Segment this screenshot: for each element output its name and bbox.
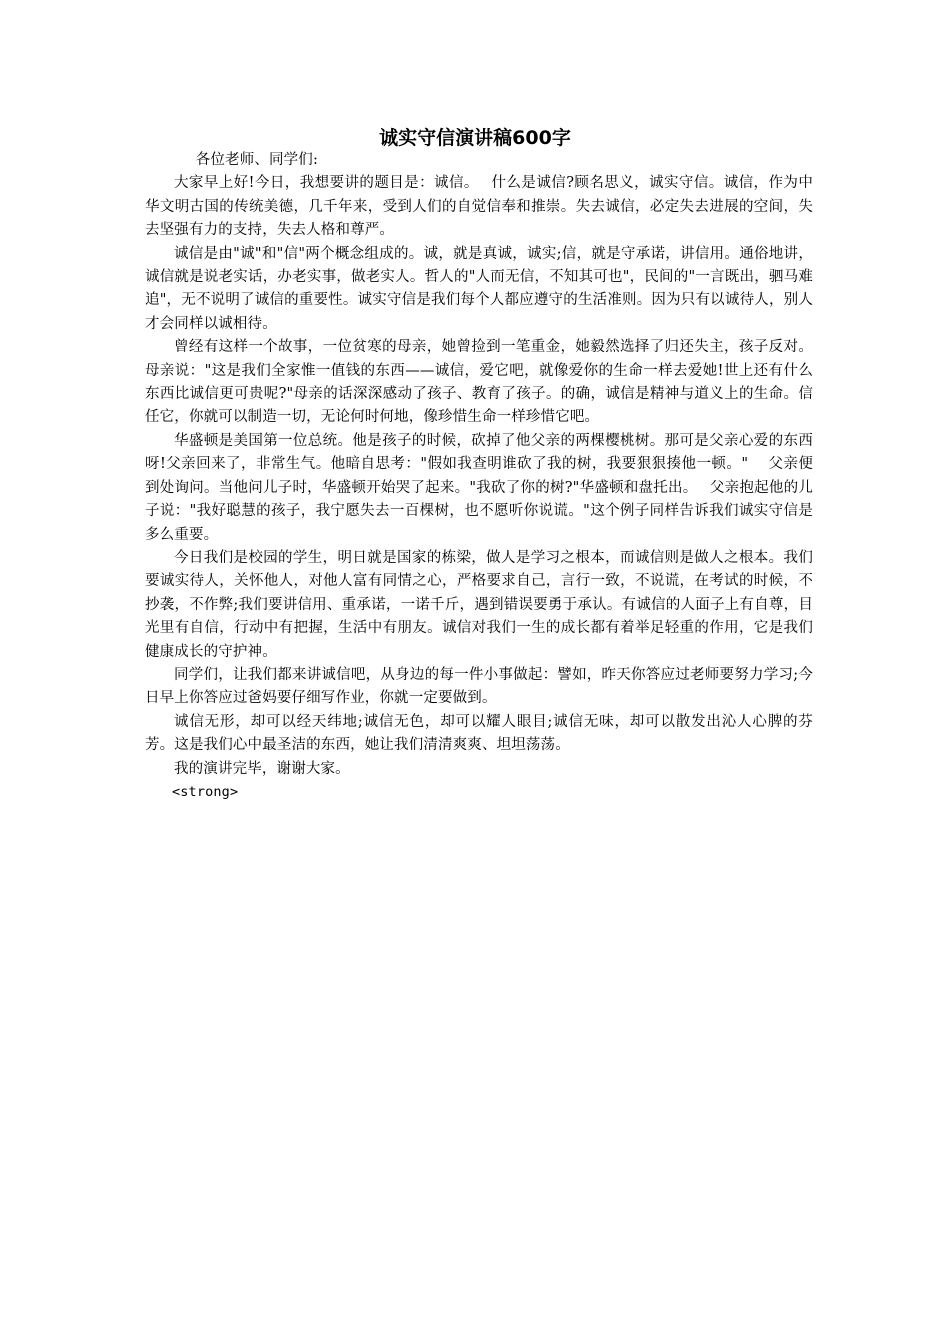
paragraph-closing-praise: 诚信无形，却可以经天纬地;诚信无色，却可以耀人眼目;诚信无味，却可以散发出沁人心脾的芬芳。这是我们心中最圣洁的东西，她让我们清清爽爽、坦坦荡荡。 [145, 713, 813, 754]
paragraph-definition: 诚信是由"诚"和"信"两个概念组成的。诚，就是真诚，诚实;信，就是守承诺，讲信用。通俗地讲，诚信就是说老实话，办老实事，做老实人。哲人的"人而无信，不知其可也"，民间的"一言既出，驷马难追"，无不说明了诚信的重要性。诚实守信是我们每个人都应遵守的生活准则。因为只有以诚待人，别人才会同样以诚相待。 [145, 245, 813, 332]
document-body [145, 149, 813, 804]
paragraph-mother-story: 曾经有这样一个故事，一位贫寒的母亲，她曾捡到一笔重金，她毅然选择了归还失主，孩子反对。母亲说："这是我们全家惟一值钱的东西——诚信，爱它吧，就像爱你的生命一样去爱她!世上还有什么东西比诚信更可贵呢?"母亲的话深深感动了孩子、教育了孩子。的确，诚信是精神与道义上的生命。信任它，你就可以制造一切，无论何时何地，像珍惜生命一样珍惜它吧。 [145, 339, 813, 426]
paragraph-students: 今日我们是校园的学生，明日就是国家的栋梁，做人是学习之根本，而诚信则是做人之根本。我们要诚实待人，关怀他人，对他人富有同情之心，严格要求自己，言行一致，不说谎，在考试的时候，不抄袭，不作弊;我们要讲信用、重承诺，一诺千斤，遇到错误要勇于承认。有诚信的人面子上有自尊，目光里有自信，行动中有把握，生活中有朋友。诚信对我们一生的成长都有着举足轻重的作用，它是我们健康成长的守护神。 [145, 549, 813, 660]
paragraph-washington-story: 华盛顿是美国第一位总统。他是孩子的时候，砍掉了他父亲的两棵樱桃树。那可是父亲心爱的东西呀!父亲回来了，非常生气。他暗自思考："假如我查明谁砍了我的树，我要狠狠揍他一顿。" 父亲便到处询问。当他问儿子时，华盛顿开始哭了起来。"我砍了你的树?"华盛顿和盘托出。 父亲抱起他的儿子说："我好聪慧的孩子，我宁愿失去一百棵树，也不愿听你说谎。"这个例子同样告诉我们诚实守信是多么重要。 [145, 432, 813, 543]
paragraph-call-to-action: 同学们，让我们都来讲诚信吧，从身边的每一件小事做起：譬如，昨天你答应过老师要努力学习;今日早上你答应过爸妈要仔细写作业，你就一定要做到。 [145, 666, 813, 707]
document-title: 诚实守信演讲稿600字 [379, 127, 571, 149]
trailing-markup-text: <strong> [172, 783, 239, 800]
paragraph-intro: 大家早上好!今日，我想要讲的题目是：诚信。 什么是诚信?顾名思义，诚实守信。诚信，作为中华文明古国的传统美德，几千年来，受到人们的自觉信奉和推崇。失去诚信，必定失去进展的空间，失去坚强有力的支持，失去人格和尊严。 [145, 175, 813, 239]
salutation: 各位老师、同学们: [195, 152, 318, 168]
paragraph-thanks: 我的演讲完毕，谢谢大家。 [174, 760, 350, 777]
